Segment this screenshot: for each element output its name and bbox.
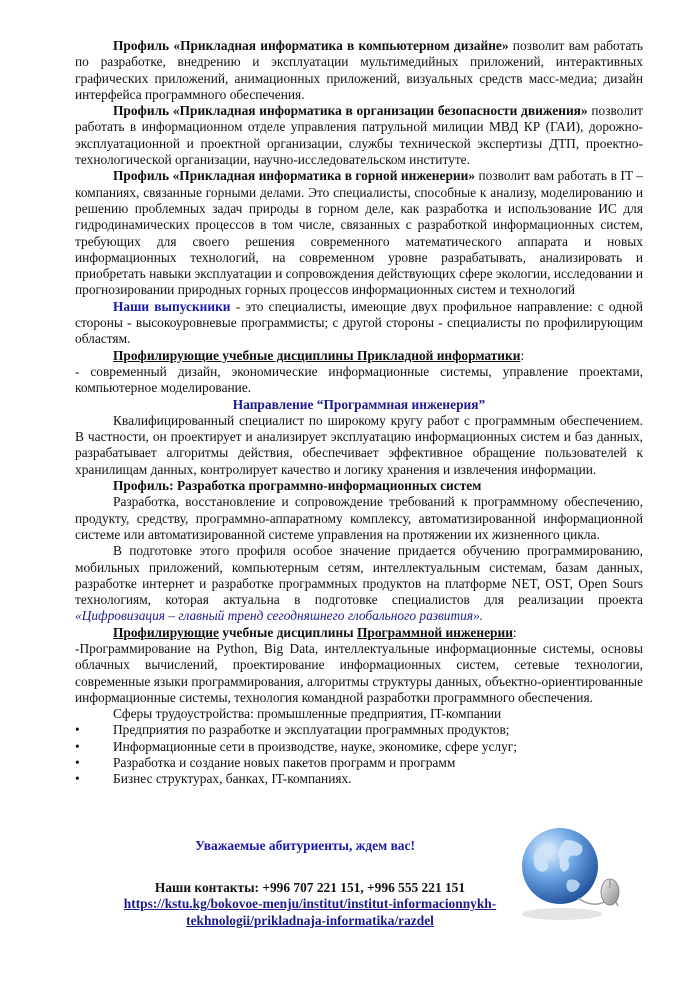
list-item: • Бизнес структурах, банках, IT-компаниях. <box>75 771 352 787</box>
document-body <box>75 38 643 788</box>
profile-mining-paragraph: Профиль «Прикладная информатика в горной инженерии» позволит вам работать в IT – компаниях, связанные горными делами. Это специалисты, способные к анализу, моделированию и решению проблемных задач природы в горном деле, как разработка и использование ИС для гидродинамических процессов в том числе, связанных с разработкой информационных систем, требующих для своего решения современного математического аппарата и новых информационных технологий, на современном уровне разрабатывать, анализировать и приобретать навыки эксплуатации и сопровождения действующих сфере экологии, исследовании и прогнозировании природных горных процессов информационных систем и технологий <box>75 168 643 298</box>
applied-disciplines-heading: Профилирующие учебные дисциплины Прикладной информатики: <box>113 347 525 363</box>
direction-paragraph: Квалифицированный специалист по широкому кругу работ с программным обеспечением. В частности, он проектирует и анализирует эксплуатацию информационных систем и баз данных, разрабатывает алгоритмы действия, обеспечивает эффективное обращение пользователей к хранилищам данных, контролирует качество и логику хранения и извлечения информации. <box>75 412 643 477</box>
contacts-phones: Наши контакты: +996 707 221 151, +996 555 221 151 <box>154 880 466 895</box>
project-quote: «Цифровизация – главный тренд сегодняшнего глобального развития». <box>75 608 484 624</box>
list-item: • Предприятия по разработке и эксплуатации программных продуктов; <box>75 722 510 738</box>
profile-mining-title: Профиль «Прикладная информатика в горной инженерии» <box>113 168 476 184</box>
profile-software-paragraph: Разработка, восстановление и сопровождение требований к программному обеспечению, продукту, средству, программно-аппаратному комплексу, автоматизированной информационной системе или автоматизированной системе управления на протяжении их жизненного цикла. <box>75 494 643 542</box>
graduates-paragraph: Наши выпускники - это специалисты, имеющие двух профильное направление: с одной стороны - высокоуровневые программисты; с другой стороны - специалисты по профилирующим областям. <box>75 298 643 347</box>
training-paragraph: В подготовке этого профиля особое значение придается обучению программированию, мобильных приложений, компьютерным сетям, интеллектуальным системам, базам данных, разработке интернет и разработке программных продуктов на платформе NET, OST, Open Sours технологиям, которая актуальна в подготовке специалистов для реализации проекта «Цифровизация – главный тренд сегодняшнего глобального развития». <box>75 543 643 624</box>
profile-design-title: Профиль «Прикладная информатика в компьютерном дизайне» <box>113 38 509 53</box>
software-disciplines-heading: Профилирующие учебные дисциплины Программной инженерии: <box>113 624 517 640</box>
list-item: • Информационные сети в производстве, науке, экономике, сфере услуг; <box>75 738 518 754</box>
profile-design-paragraph: Профиль «Прикладная информатика в компьютерном дизайне» позволит вам работать по разработке, внедрению и эксплуатации мультимедийных приложений, интерактивных графических приложений, анимационных приложений, визуальных средств масс-медиа; дизайн интерфейса программного обеспечения. <box>75 38 644 102</box>
software-disciplines-list: -Программирование на Python, Big Data, интеллектуальные информационные системы, основы облачных вычислений, проектирование информационных систем, сетевые технологии, современные языки программирования, алгоритмы структуры данных, объектно-ориентированные информационные системы, технология командной разработки программного обеспечения. <box>75 640 643 705</box>
employment-list <box>75 722 643 787</box>
footer <box>75 838 515 929</box>
direction-heading: Направление “Программная инженерия” <box>232 396 486 412</box>
website-link[interactable]: https://kstu.kg/bokovoe-menju/institut/institut-informacionnykh- tekhnologii/prikladnaja-informatika/razdel <box>123 896 497 928</box>
profile-traffic-title: Профиль «Прикладная информатика в организации безопасности движения» <box>113 103 588 119</box>
applied-disciplines-list: - современный дизайн, экономические информационные системы, управление проектами, компьютерное моделирование. <box>75 363 643 396</box>
profile-traffic-paragraph: Профиль «Прикладная информатика в организации безопасности движения» позволит работать в информационном отделе управления патрульной милиции МВД КР (ГАИ), дорожно-эксплуатационной и проектной организации, службы технической экспертизы ДТП, проектно-технологической организации, научно-исследовательском институте. <box>75 103 643 168</box>
profile-software-title: Профиль: Разработка программно-информационных систем <box>113 478 482 494</box>
greeting: Уважаемые абитуриенты, ждем вас! <box>195 838 415 853</box>
contacts-block <box>75 880 515 929</box>
graduates-title: Наши выпускники <box>113 298 231 314</box>
list-item: • Разработка и создание новых пакетов программ и программ <box>75 755 456 771</box>
employment-spheres: Сферы трудоустройства: промышленные предприятия, IT-компании <box>113 706 502 722</box>
globe-with-mouse-icon <box>508 818 626 926</box>
